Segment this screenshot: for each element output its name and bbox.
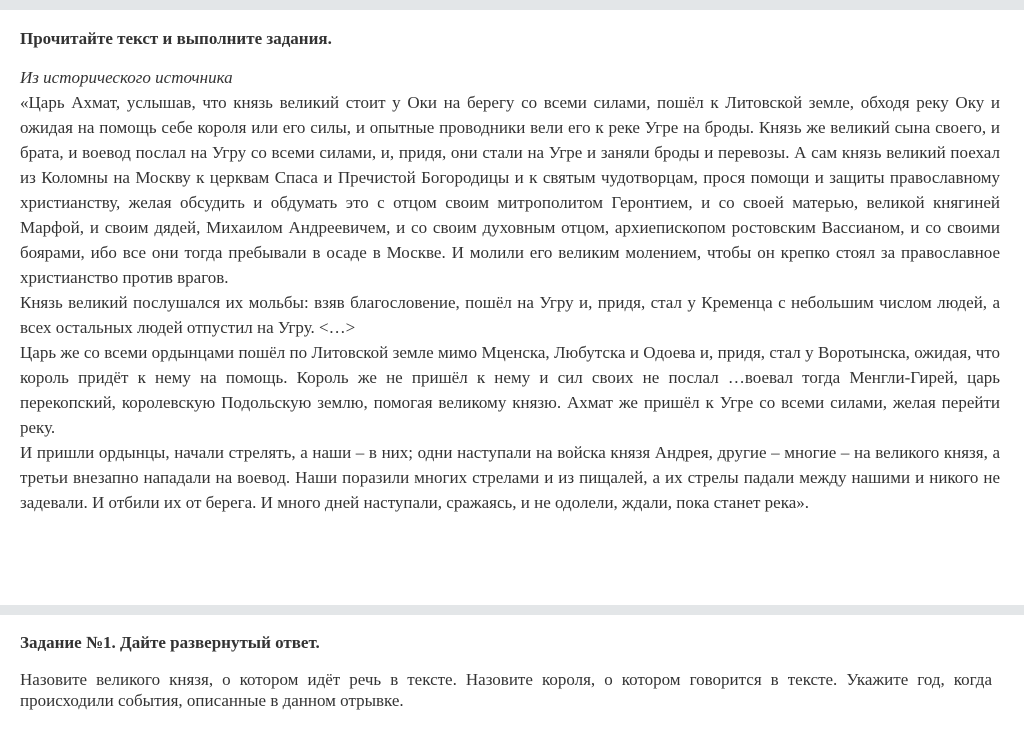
source-section bbox=[20, 27, 1000, 515]
source-paragraph: Князь великий послушался их мольбы: взяв благословение, пошёл на Угру и, придя, стал у Кременца с небольшим числом людей, а всех остальных людей отпустил на Угру. <…> bbox=[20, 293, 1000, 337]
source-paragraph: Царь же со всеми ордынцами пошёл по Литовской земле мимо Мценска, Любутска и Одоева и, придя, стал у Воротынска, ожидая, что король придёт к нему на помощь. Король же не пришёл к нему и сил своих не послал …воевал тогда Менгли-Гирей, царь перекопский, королевскую Подольскую землю, помогая великому князю. Ахмат же пришёл к Угре со всеми силами, желая перейти реку. bbox=[20, 343, 1000, 437]
top-divider bbox=[0, 0, 1024, 10]
source-paragraph: И пришли ордынцы, начали стрелять, а наши – в них; одни наступали на войска князя Андрея, другие – многие – на великого князя, а третьи внезапно нападали на воевод. Наши поразили многих стрелами и из пищалей, а их стрелы падали между нашими и никого не задевали. И отбили их от берега. И много дней наступали, сражаясь, и не одолели, ждали, пока станет река». bbox=[20, 443, 1000, 512]
source-label: Из исторического источника bbox=[20, 68, 233, 87]
instruction-heading: Прочитайте текст и выполните задания. bbox=[20, 29, 332, 48]
section-divider bbox=[0, 605, 1024, 615]
task-text: Назовите великого князя, о котором идёт речь в тексте. Назовите короля, о котором говорится в тексте. Укажите год, когда происходили события, описанные в данном отрывке. bbox=[20, 670, 992, 710]
task-section bbox=[20, 631, 992, 711]
task-heading: Задание №1. Дайте развернутый ответ. bbox=[20, 633, 320, 652]
source-paragraph: «Царь Ахмат, услышав, что князь великий стоит у Оки на берегу со всеми силами, пошёл к Литовской земле, обходя реку Оку и ожидая на помощь себе короля или его силы, и опытные проводники вели его к реке Угре на броды. Князь же великий сына своего, и брата, и воевод послал на Угру со всеми силами, и, придя, они стали на Угре и заняли броды и перевозы. А сам князь великий поехал из Коломны на Москву к церквам Спаса и Пречистой Богородицы и к святым чудотворцам, прося помощи и защиты православному христианству, желая обсудить и обдумать это с отцом своим митрополитом Геронтием, и со своей матерью, великой княгиней Марфой, и своим дядей, Михаилом Андреевичем, и со своим духовным отцом, архиепископом ростовским Вассианом, и со своими боярами, ибо все они тогда пребывали в осаде в Москве. И молили его великим молением, чтобы он крепко стоял за православное христианство против врагов. bbox=[20, 93, 1000, 287]
